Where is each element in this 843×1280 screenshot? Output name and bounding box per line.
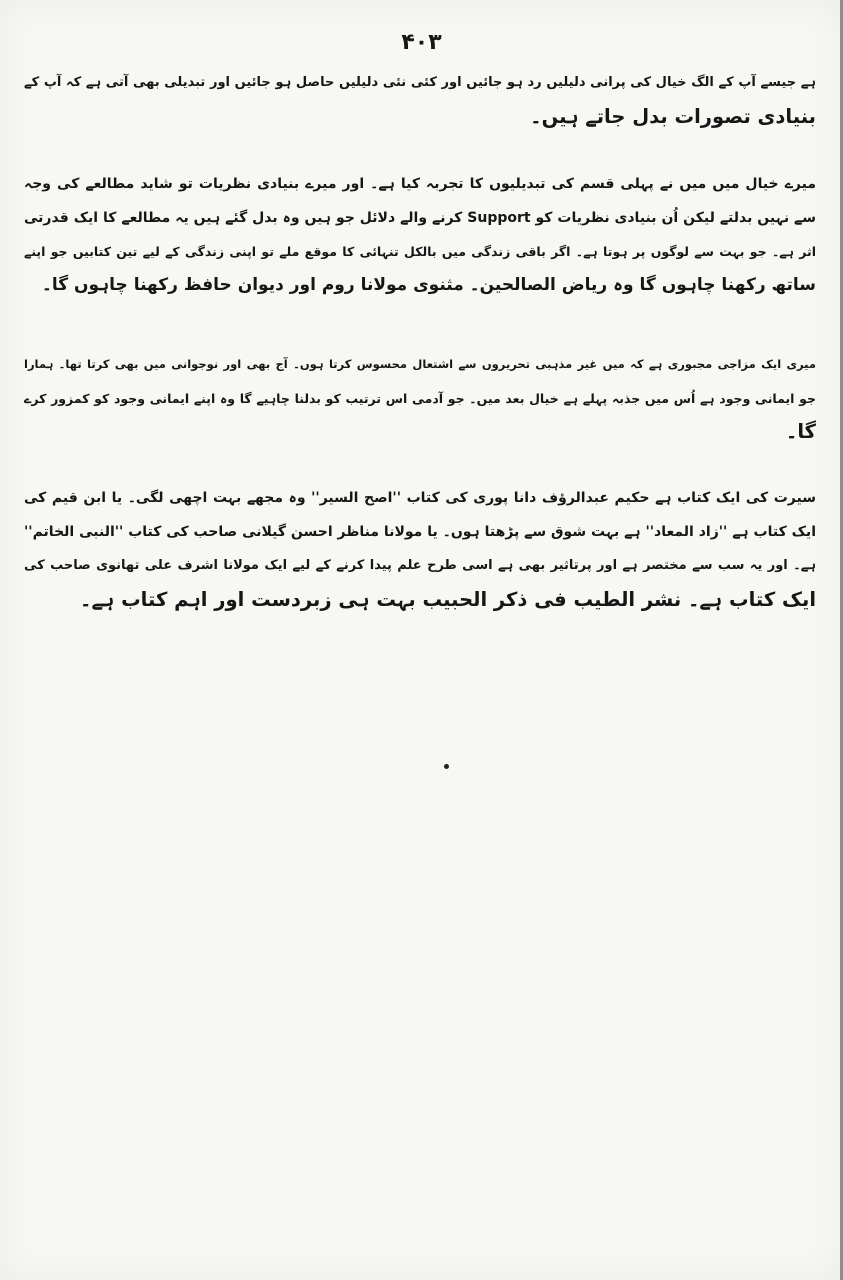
paragraph-line: میرے خیال میں میں نے پہلی قسم کی تبدیلیوں کا تجربہ کیا ہے۔ اور میرے بنیادی نظریات تو شاید مطالعے کی وجہ [24,176,816,192]
paragraph-line: ساتھ رکھنا چاہوں گا وہ ریاض الصالحین۔ مثنوی مولانا روم اور دیوان حافظ رکھنا چاہوں گا۔ [41,274,816,295]
paragraph-4 [24,482,816,616]
paragraph-line: سیرت کی ایک کتاب ہے حکیم عبدالرؤف دانا پوری کی کتاب ''اصح السیر'' وہ مجھے بہت اچھی لگی۔ یا ابن قیم کی [24,490,816,506]
paragraph-line: ہے جیسے آپ کے الگ خیال کی پرانی دلیلیں رد ہو جائیں اور کئی نئی دلیلیں حاصل ہو جائیں اور تبدیلی بھی آتی ہے کہ آپ کے [24,75,816,90]
page-number: ۴۰۳ [401,30,442,55]
paragraph-line: سے نہیں بدلتے لیکن اُن بنیادی نظریات کو Support کرنے والے دلائل جو ہیں وہ بدل گئے ہیں یہ مطالعے کا ایک قدرتی [24,209,816,226]
paragraph-2 [24,168,816,302]
ink-dot [444,764,449,769]
paragraph-1 [24,66,816,133]
paragraph-line: اثر ہے۔ جو بہت سے لوگوں پر ہوتا ہے۔ اگر باقی زندگی میں بالکل تنہائی کا موقع ملے تو اپنی زندگی کے لیے تین کتابیں جو اپنے [24,244,816,259]
paragraph-line: گا۔ [785,420,816,443]
paragraph-line: جو ایمانی وجود ہے اُس میں جذبہ پہلے ہے خیال بعد میں۔ جو آدمی اس ترتیب کو بدلنا چاہیے گا وہ اپنے ایمانی وجود کو کمزور کرے [24,390,816,406]
paragraph-line: ہے۔ اور یہ سب سے مختصر ہے اور پرتاثیر بھی ہے اسی طرح علم پیدا کرنے کے لیے ایک مولانا اشرف علی تھانوی صاحب کی [24,558,816,573]
paragraph-line: میری ایک مزاجی مجبوری ہے کہ میں غیر مذہبی تحریروں سے اشتعال محسوس کرتا ہوں۔ آج بھی اور نوجوانی میں بھی کرتا تھا۔ ہمارا [24,357,816,371]
paragraph-line: ایک کتاب ہے ''زاد المعاد'' ہے بہت شوق سے پڑھتا ہوں۔ یا مولانا مناظر احسن گیلانی صاحب کی کتاب ''النبی الخاتم'' [24,523,816,540]
paragraph-3 [24,348,816,449]
paragraph-line: بنیادی تصورات بدل جاتے ہیں۔ [530,104,816,128]
paragraph-line: ایک کتاب ہے۔ نشر الطیب فی ذکر الحبیب بہت ہی زبردست اور اہم کتاب ہے۔ [80,587,816,611]
